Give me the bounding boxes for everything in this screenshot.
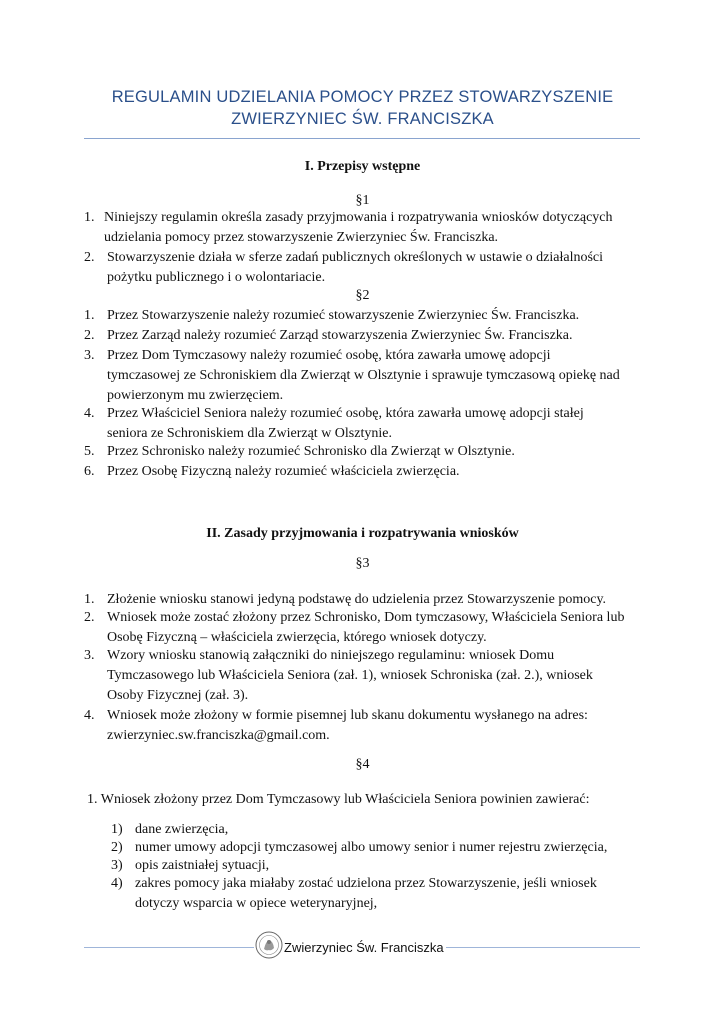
list-item: [104, 208, 640, 248]
section-2-heading: II. Zasady przyjmowania i rozpatrywania wniosków: [206, 526, 519, 541]
line: Wzory wniosku stanowią załączniki do niniejszego regulaminu: wniosek Domu: [107, 648, 555, 663]
list-item: [135, 856, 640, 876]
footer-divider-right: [446, 947, 640, 948]
line: Złożenie wniosku stanowi jedyną podstawę do udzielenia przez Stowarzyszenie pomocy.: [107, 592, 607, 607]
list-item: [107, 346, 640, 406]
line: numer umowy adopcji tymczasowej albo umowy senior i numer rejestru zwierzęcia,: [135, 840, 608, 855]
list-number: 1.: [84, 308, 95, 323]
section-1-heading: I. Przepisy wstępne: [304, 159, 421, 174]
line: dotyczy wsparcia w opiece weterynaryjnej,: [135, 896, 378, 911]
list-number: 1.: [84, 210, 95, 225]
line: opis zaistniałej sytuacji,: [135, 858, 270, 873]
footer-divider-left: [84, 947, 254, 948]
list-item: [107, 462, 640, 482]
list-item: [107, 326, 640, 346]
list-number: 2): [111, 840, 123, 855]
line: Przez Schronisko należy rozumieć Schronisko dla Zwierząt w Olsztynie.: [107, 444, 515, 459]
list-number: 3): [111, 858, 123, 873]
list-item: [135, 838, 640, 858]
paragraph-sign-3: §3: [355, 556, 370, 571]
list-number: 4): [111, 876, 123, 891]
list-number: 2.: [84, 250, 95, 265]
footer-organization-name: Zwierzyniec Św. Franciszka: [284, 940, 444, 955]
line: Przez Stowarzyszenie należy rozumieć stowarzyszenie Zwierzyniec Św. Franciszka.: [107, 308, 580, 323]
list-number: 4.: [84, 708, 95, 723]
line: powierzonym mu zwierzęciem.: [107, 388, 284, 403]
paragraph-intro: 1. Wniosek złożony przez Dom Tymczasowy lub Właściciela Seniora powinien zawierać:: [87, 792, 590, 807]
list-number: 1): [111, 822, 123, 837]
list-number: 2.: [84, 610, 95, 625]
document-title: [0, 86, 725, 130]
paragraph-sign-1: §1: [355, 193, 370, 208]
list-item: [107, 248, 640, 288]
line: Tymczasowego lub Właściciela Seniora (zał. 1), wniosek Schroniska (zał. 2.), wniosek: [107, 668, 593, 683]
list-item: [135, 820, 640, 840]
list-item: [107, 442, 640, 462]
list-item: [107, 404, 640, 444]
list-number: 1.: [84, 592, 95, 607]
title-line-2: ZWIERZYNIEC ŚW. FRANCISZKA: [231, 110, 494, 128]
list-item: [107, 646, 640, 706]
line: Przez Zarząd należy rozumieć Zarząd stowarzyszenia Zwierzyniec Św. Franciszka.: [107, 328, 573, 343]
line: Niniejszy regulamin określa zasady przyjmowania i rozpatrywania wniosków dotyczących: [104, 210, 613, 225]
line: dane zwierzęcia,: [135, 822, 229, 837]
line: zakres pomocy jaka miałaby zostać udzielona przez Stowarzyszenie, jeśli wniosek: [135, 876, 597, 891]
line: seniora ze Schroniskiem dla Zwierząt w Olsztynie.: [107, 426, 392, 441]
list-item: [107, 608, 640, 648]
line: zwierzyniec.sw.franciszka@gmail.com.: [107, 728, 330, 743]
list-item: [107, 590, 640, 610]
line: Wniosek może zostać złożony przez Schronisko, Dom tymczasowy, Właściciela Seniora lub: [107, 610, 625, 625]
line: udzielania pomocy przez stowarzyszenie Zwierzyniec Św. Franciszka.: [104, 230, 499, 245]
list-item: [107, 706, 640, 746]
line: Stowarzyszenie działa w sferze zadań publicznych określonych w ustawie o działalności: [107, 250, 604, 265]
list-number: 3.: [84, 348, 95, 363]
line: Osobę Fizyczną – właściciela zwierzęcia, którego wniosek dotyczy.: [107, 630, 487, 645]
line: Przez Osobę Fizyczną należy rozumieć właściciela zwierzęcia.: [107, 464, 460, 479]
list-number: 3.: [84, 648, 95, 663]
line: Przez Właściciel Seniora należy rozumieć osobę, która zawarła umowę adopcji stałej: [107, 406, 584, 421]
title-line-1: REGULAMIN UDZIELANIA POMOCY PRZEZ STOWARZYSZENIE: [111, 88, 614, 106]
paragraph-sign-2: §2: [355, 288, 370, 303]
line: Wniosek może złożony w formie pisemnej lub skanu dokumentu wysłanego na adres:: [107, 708, 588, 723]
line: pożytku publicznego i o wolontariacie.: [107, 270, 326, 285]
line: Przez Dom Tymczasowy należy rozumieć osobę, która zawarła umowę adopcji: [107, 348, 551, 363]
line: tymczasowej ze Schroniskiem dla Zwierząt w Olsztynie i sprawuje tymczasową opiekę nad: [107, 368, 620, 383]
list-number: 5.: [84, 444, 95, 459]
paragraph-sign-4: §4: [355, 757, 370, 772]
list-number: 6.: [84, 464, 95, 479]
list-item: [107, 306, 640, 326]
title-divider: [84, 138, 640, 139]
list-number: 2.: [84, 328, 95, 343]
list-number: 4.: [84, 406, 95, 421]
organization-logo-icon: [254, 930, 284, 960]
list-item: [135, 874, 640, 914]
line: Osoby Fizycznej (zał. 3).: [107, 688, 249, 703]
